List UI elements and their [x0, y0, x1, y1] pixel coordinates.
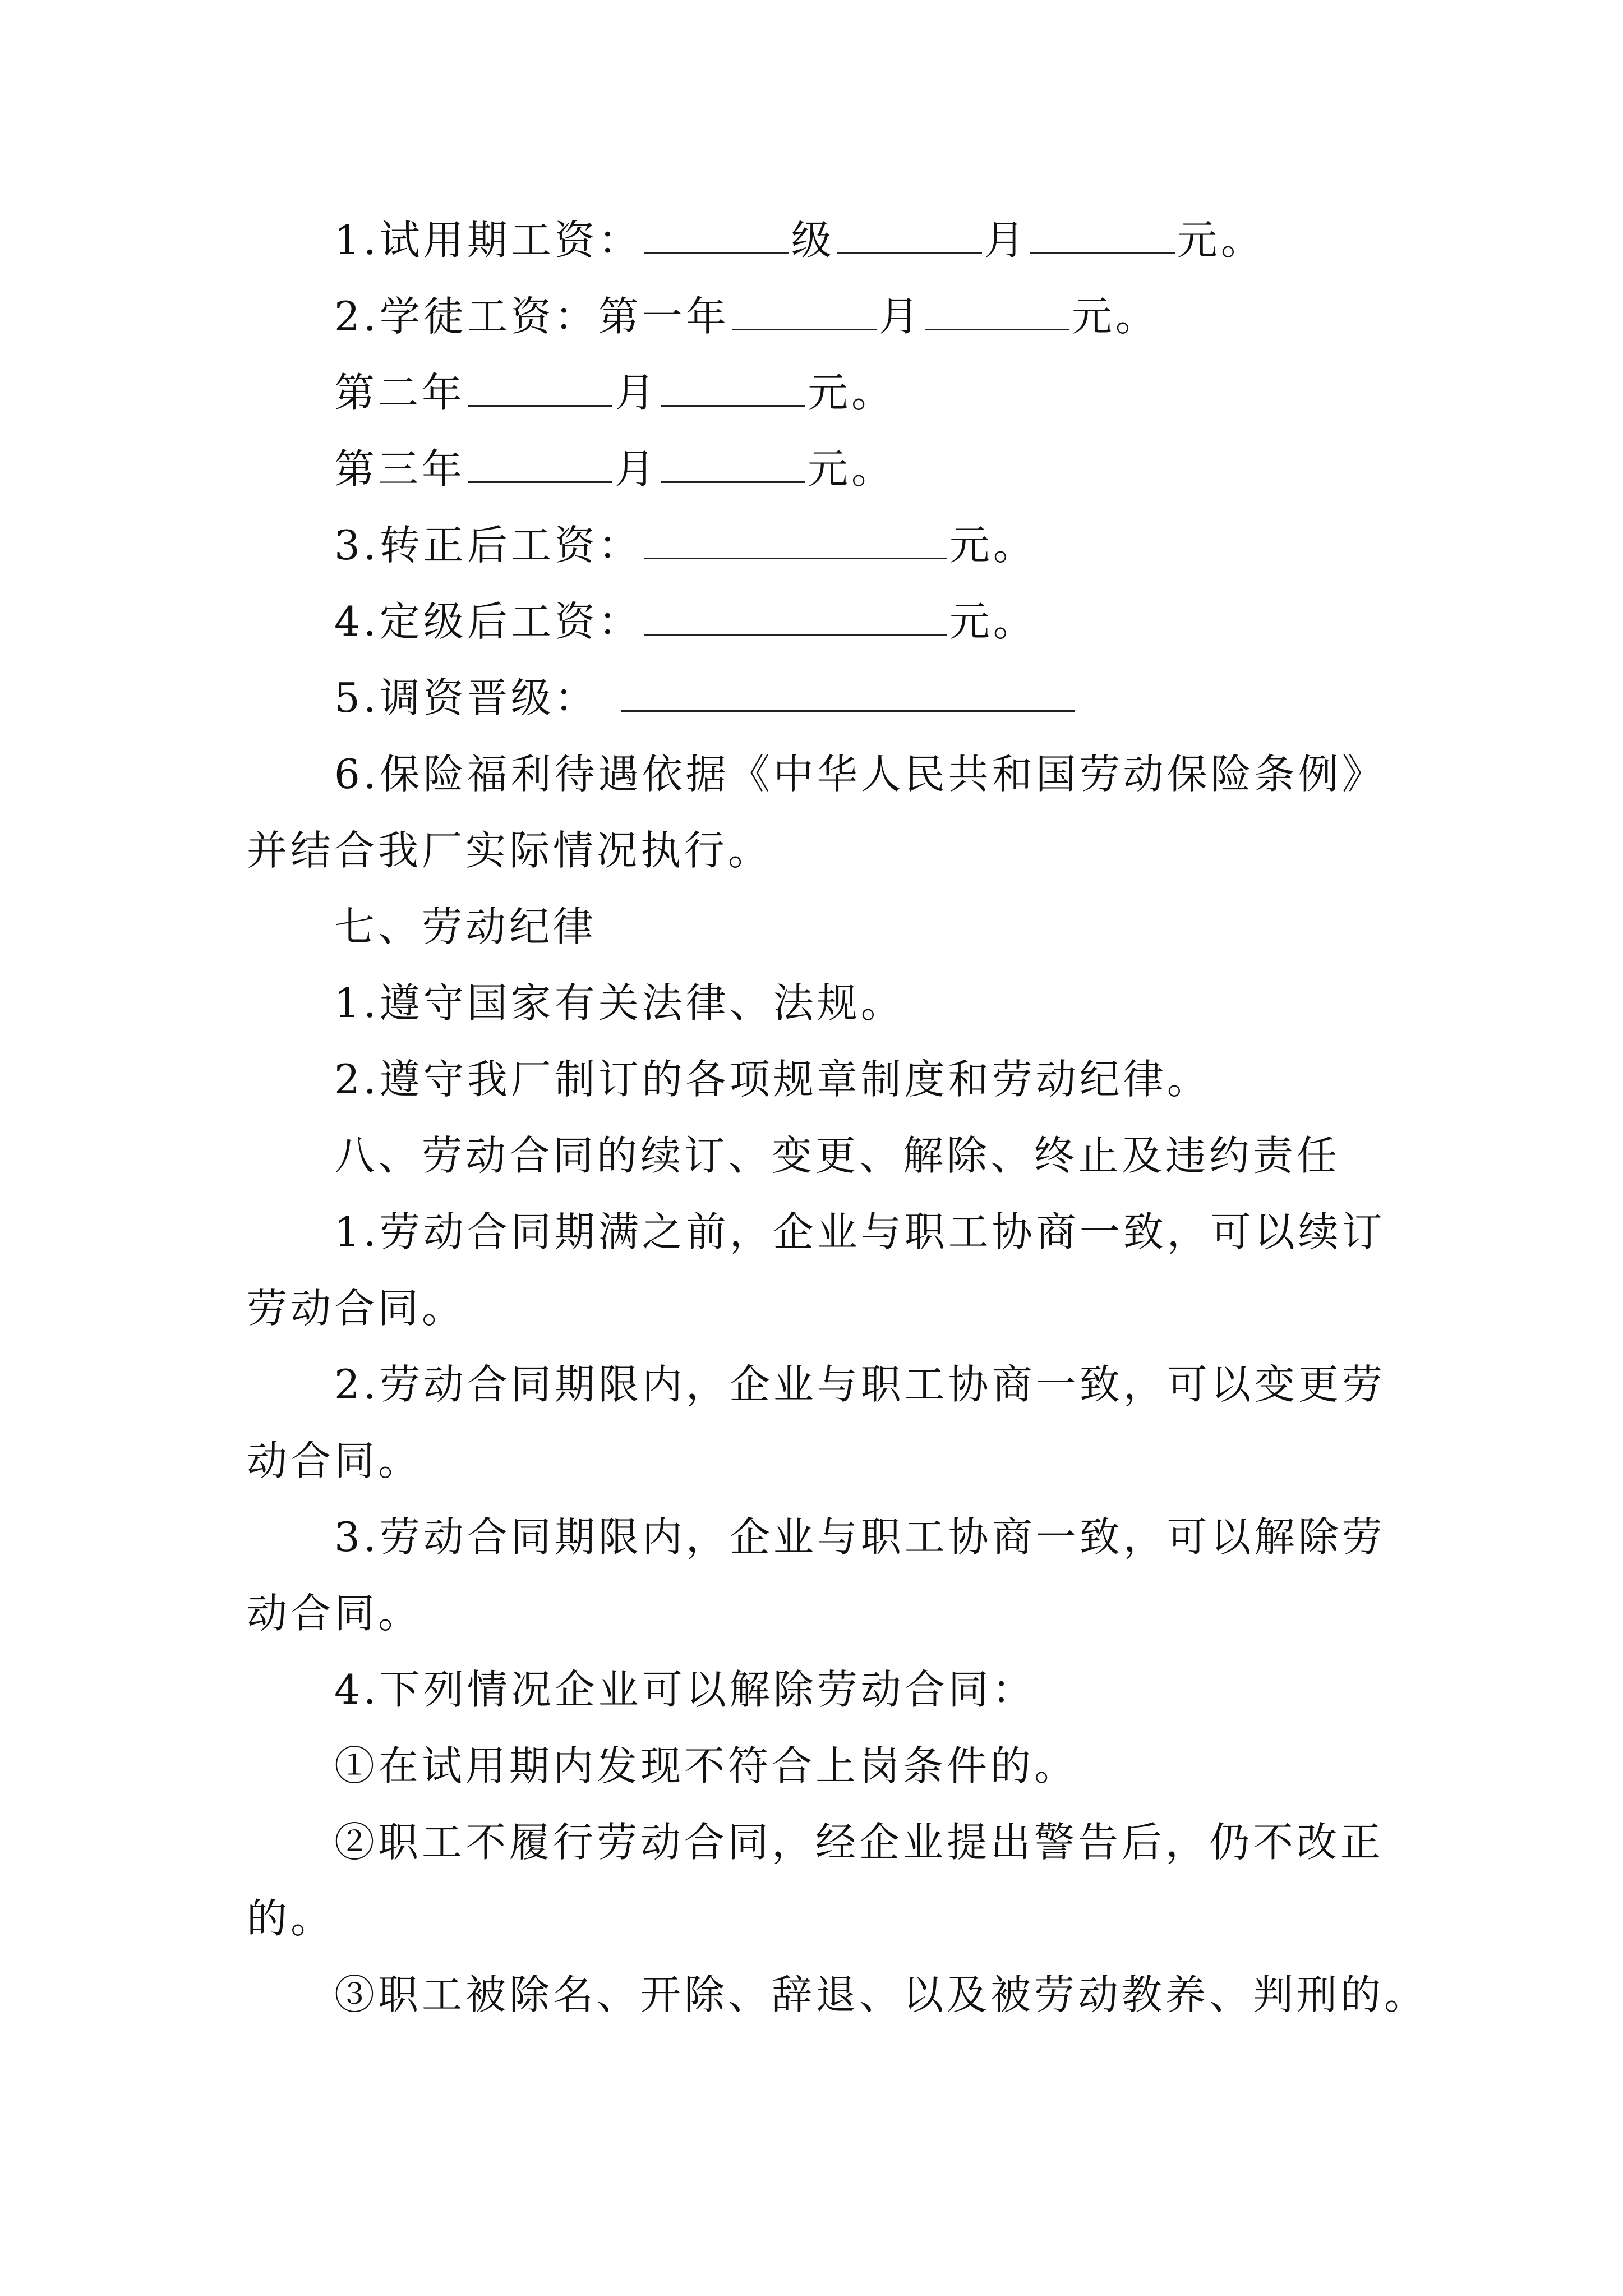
- apprentice-year2-label: 第二年: [334, 369, 466, 416]
- section8-heading: 八、劳动合同的续订、变更、解除、终止及违约责任: [334, 1132, 1341, 1179]
- apprentice-year1-month-blank: [732, 289, 877, 330]
- section8-item-2-line-2: 动合同。: [247, 1437, 422, 1484]
- section7-heading: 七、劳动纪律: [334, 903, 597, 950]
- adjustment-blank: [621, 671, 1075, 712]
- apprentice-year2-amount-unit: 元。: [808, 369, 896, 416]
- regular-wage-line: [334, 517, 1037, 573]
- apprentice-year3-label: 第三年: [334, 445, 466, 493]
- regular-wage-blank: [644, 518, 947, 559]
- apprentice-year2-amount-blank: [661, 366, 805, 407]
- apprentice-year1-amount-unit: 元。: [1071, 293, 1159, 340]
- termination-case-2-line-2: 的。: [247, 1895, 335, 1942]
- section7-item-1: 1.遵守国家有关法律、法规。: [334, 979, 905, 1027]
- probation-grade-blank: [644, 213, 789, 254]
- probation-amount-blank: [1030, 213, 1175, 254]
- apprentice-year3-amount-blank: [661, 442, 805, 483]
- apprentice-year2-month-unit: 月: [615, 369, 659, 416]
- section8-item-1-line-1: 1.劳动合同期满之前，企业与职工协商一致，可以续订: [334, 1208, 1386, 1255]
- insurance-line-2: 并结合我厂实际情况执行。: [247, 827, 772, 874]
- apprentice-year1-amount-blank: [925, 289, 1069, 330]
- section8-item-3-line-2: 动合同。: [247, 1590, 422, 1637]
- graded-wage-line: [334, 593, 1037, 650]
- adjustment-line: [334, 670, 1077, 726]
- regular-wage-label: 3.转正后工资：: [334, 522, 642, 569]
- section8-item-3-line-1: 3.劳动合同期限内，企业与职工协商一致，可以解除劳: [334, 1513, 1386, 1561]
- regular-wage-unit: 元。: [949, 522, 1037, 569]
- section8-item-4: 4.下列情况企业可以解除劳动合同：: [334, 1666, 1036, 1713]
- apprentice-wage-label: 2.学徒工资：第一年: [334, 293, 730, 340]
- termination-case-1: ①在试用期内发现不符合上岗条件的。: [334, 1742, 1078, 1789]
- apprentice-year2-month-blank: [468, 366, 612, 407]
- probation-grade-unit: 级: [791, 217, 835, 264]
- probation-month-blank: [837, 213, 982, 254]
- apprentice-year3-amount-unit: 元。: [808, 445, 896, 493]
- section8-item-1-line-2: 劳动合同。: [247, 1285, 466, 1332]
- probation-wage-line: [334, 212, 1265, 268]
- section7-item-2: 2.遵守我厂制订的各项规章制度和劳动纪律。: [334, 1056, 1211, 1103]
- apprentice-year2-line: [334, 365, 895, 421]
- apprentice-year3-month-unit: 月: [615, 445, 659, 493]
- termination-case-2-line-1: ②职工不履行劳动合同，经企业提出警告后，仍不改正: [334, 1819, 1385, 1866]
- termination-case-3: ③职工被除名、开除、辞退、以及被劳动教养、判刑的。: [334, 1971, 1428, 2018]
- apprentice-year3-month-blank: [468, 442, 612, 483]
- probation-wage-label: 1.试用期工资：: [334, 217, 642, 264]
- graded-wage-unit: 元。: [949, 598, 1037, 645]
- probation-month-unit: 月: [984, 217, 1028, 264]
- apprentice-year1-month-unit: 月: [878, 293, 923, 340]
- graded-wage-blank: [644, 595, 947, 636]
- apprentice-year1-line: [334, 288, 1159, 344]
- insurance-line-1: 6.保险福利待遇依据《中华人民共和国劳动保险条例》: [334, 751, 1386, 798]
- graded-wage-label: 4.定级后工资：: [334, 598, 642, 645]
- probation-amount-unit: 元。: [1177, 217, 1265, 264]
- adjustment-label: 5.调资晋级：: [334, 674, 598, 721]
- apprentice-year3-line: [334, 441, 895, 497]
- section8-item-2-line-1: 2.劳动合同期限内，企业与职工协商一致，可以变更劳: [334, 1361, 1386, 1408]
